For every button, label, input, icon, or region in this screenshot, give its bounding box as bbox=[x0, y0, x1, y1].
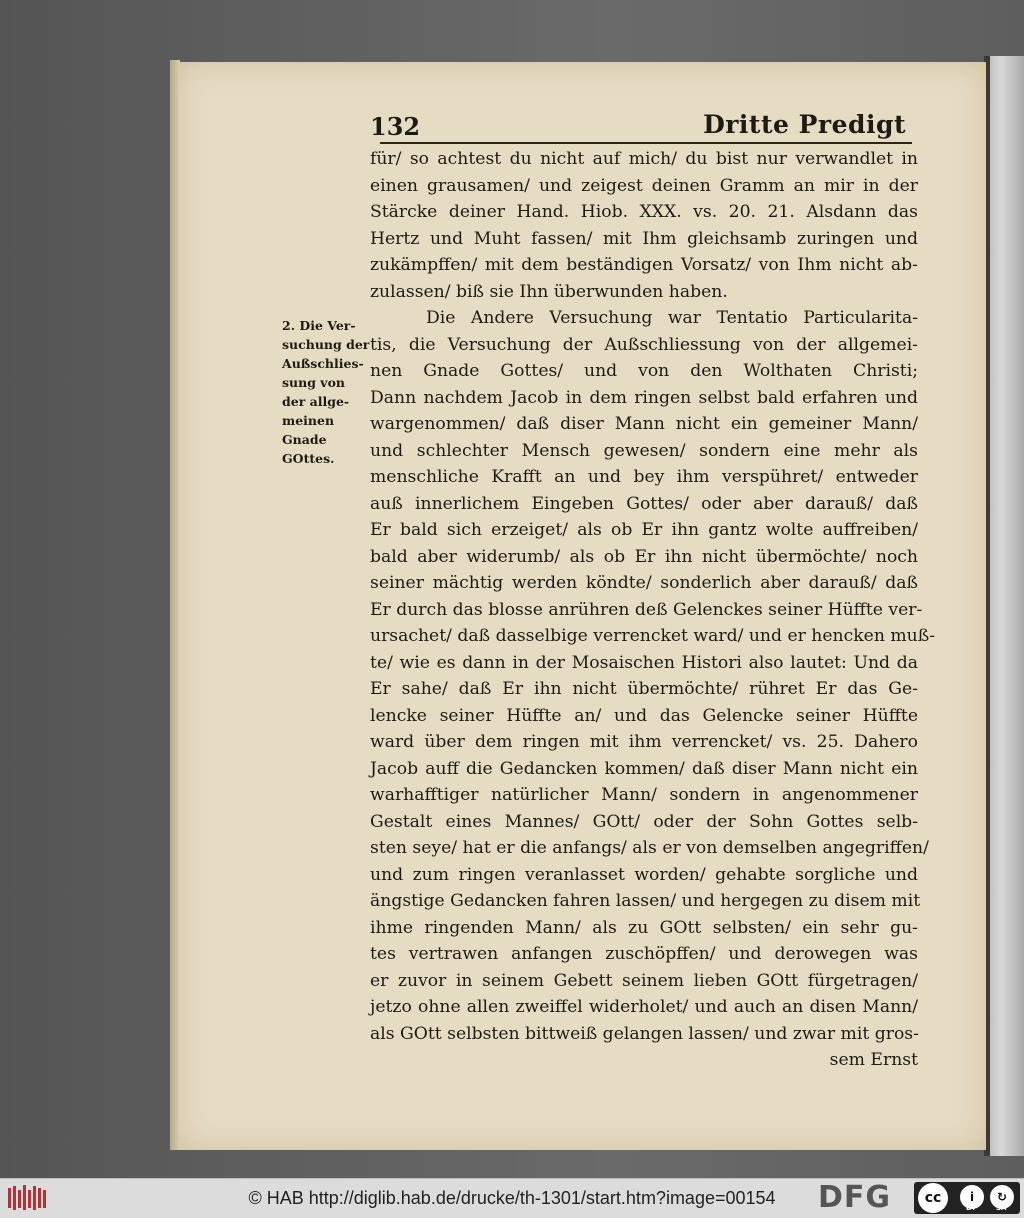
text-line: Die Andere Versuchung war Tentatio Particularita- bbox=[426, 308, 918, 328]
body-text bbox=[370, 146, 936, 1074]
text-line: auß innerlichem Eingeben Gottes/ oder aber darauß/ daß bbox=[370, 493, 918, 514]
sa-icon: ↻ bbox=[990, 1185, 1014, 1209]
text-line: zulassen/ biß sie Ihn überwunden haben. bbox=[370, 281, 728, 302]
text-line: wargenommen/ daß diser Mann nicht ein gemeiner Mann/ bbox=[370, 414, 918, 434]
text-line: te/ wie es dann in der Mosaischen Histori also lautet: Und da bbox=[370, 652, 918, 673]
license-sa-label: SA bbox=[996, 1204, 1007, 1212]
text-line: zukämpffen/ mit dem beständigen Vorsatz/ von Ihm nicht ab- bbox=[370, 255, 918, 275]
text-line: ward über dem ringen mit ihm verrencket/ vs. 25. Dahero bbox=[370, 732, 918, 752]
text-line: für/ so achtest du nicht auf mich/ du bist nur verwandlet in bbox=[370, 149, 918, 169]
text-line: und schlechter Mensch gewesen/ sondern eine mehr als bbox=[370, 440, 918, 461]
adjacent-page-edge bbox=[986, 56, 1024, 1156]
marginal-note bbox=[282, 316, 370, 468]
marginal-line: GOttes. bbox=[282, 451, 335, 466]
marginal-line: Gnade bbox=[282, 432, 327, 447]
running-head: Dritte Predigt bbox=[703, 110, 906, 139]
marginal-line: Außschlies- bbox=[282, 356, 364, 371]
text-line: jetzo ohne allen zweiffel widerholet/ und auch an disen Mann/ bbox=[370, 997, 918, 1017]
text-line: ursachet/ daß dasselbige verrencket ward/ und er hencken muß- bbox=[370, 626, 936, 646]
footer-bar bbox=[0, 1178, 1024, 1218]
text-line: seiner mächtig werden köndte/ sonderlich aber darauß/ daß bbox=[370, 573, 918, 593]
text-line: Dann nachdem Jacob in dem ringen selbst bald erfahren und bbox=[370, 387, 918, 408]
cc-icon: cc bbox=[918, 1183, 948, 1213]
text-line: Er sahe/ daß Er ihn nicht übermöchte/ rühret Er das Ge- bbox=[370, 679, 918, 699]
by-icon: i bbox=[960, 1185, 984, 1209]
page-header bbox=[370, 110, 914, 146]
dfg-logo[interactable]: DFG bbox=[818, 1180, 892, 1215]
text-line: Jacob auff die Gedancken kommen/ daß diser Mann nicht ein bbox=[370, 758, 918, 779]
text-line: sten seye/ hat er die anfangs/ als er von demselben angegriffen/ bbox=[370, 838, 929, 858]
text-line: nen Gnade Gottes/ und von den Wolthaten Christi; bbox=[370, 361, 918, 381]
attribution-link[interactable]: © HAB http://diglib.hab.de/drucke/th-1301/start.htm?image=00154 bbox=[248, 1188, 776, 1208]
text-line: Gestalt eines Mannes/ GOtt/ oder der Sohn Gottes selb- bbox=[370, 811, 918, 832]
text-line: Stärcke deiner Hand. Hiob. XXX. vs. 20. 21. Alsdann das bbox=[370, 202, 918, 222]
text-line: ängstige Gedancken fahren lassen/ und hergegen zu disem mit bbox=[370, 891, 921, 911]
text-line: ihme ringenden Mann/ als zu GOtt selbsten/ ein sehr gu- bbox=[370, 917, 918, 938]
text-line: als GOtt selbsten bittweiß gelangen lassen/ und zwar mit gros- bbox=[370, 1023, 919, 1044]
text-line: tis, die Versuchung der Außschliessung von der allgemei- bbox=[370, 334, 918, 355]
text-line: Hertz und Muht fassen/ mit Ihm gleichsamb zuringen und bbox=[370, 228, 918, 249]
text-line: Er bald sich erzeiget/ als ob Er ihn gantz wolte auffreiben/ bbox=[370, 520, 918, 540]
marginal-line: der allge- bbox=[282, 394, 350, 409]
text-line: er zuvor in seinem Gebett seinem lieben GOtt fürgetragen/ bbox=[370, 970, 918, 991]
header-rule bbox=[380, 142, 912, 144]
text-line: lencke seiner Hüffte an/ und das Gelencke seiner Hüffte bbox=[370, 705, 918, 726]
text-line: warhafftiger natürlicher Mann/ sondern in angenommener bbox=[370, 785, 918, 805]
text-line: tes vertrawen anfangen zuschöpffen/ und derowegen was bbox=[370, 944, 918, 964]
text-line: einen grausamen/ und zeigest deinen Gramm an mir in der bbox=[370, 175, 918, 196]
marginal-line: meinen bbox=[282, 413, 335, 428]
marginal-line: sung von bbox=[282, 375, 345, 390]
catchword: sem Ernst bbox=[829, 1050, 918, 1070]
text-line: menschliche Krafft an und bey ihm verspühret/ entweder bbox=[370, 467, 918, 487]
cc-license-badge[interactable] bbox=[914, 1182, 1020, 1214]
marginal-line: suchung der bbox=[282, 337, 370, 352]
page-number: 132 bbox=[370, 112, 421, 141]
license-by-label: BY bbox=[966, 1204, 977, 1212]
marginal-line: 2. Die Ver- bbox=[282, 318, 356, 333]
text-line: und zum ringen veranlasset worden/ gehabte sorgliche und bbox=[370, 864, 918, 885]
text-line: Er durch das blosse anrühren deß Gelenckes seiner Hüffte ver- bbox=[370, 599, 923, 620]
text-line: bald aber widerumb/ als ob Er ihn nicht übermöchte/ noch bbox=[370, 546, 918, 567]
